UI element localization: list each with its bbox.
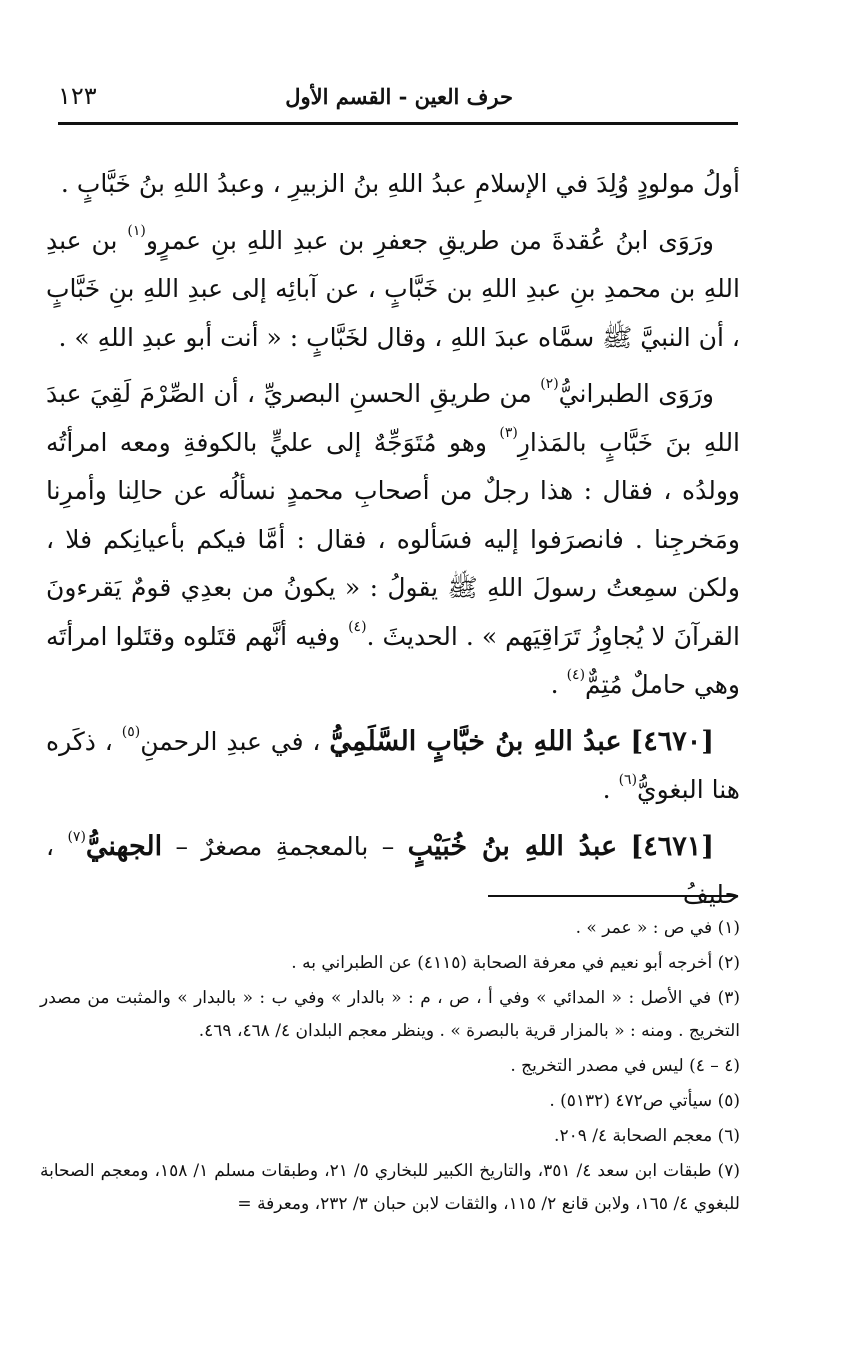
paragraph-3 [46, 370, 740, 710]
entry-nisba: الجهنيُّ [85, 830, 163, 862]
footnote-ref-3[interactable]: (٣) [499, 424, 518, 441]
text-run: وهو مُتَوَجِّهٌ إلى عليٍّ بالكوفةِ ومعه امرأتُه وولدُه ، فقال : هذا رجلٌ من أصحابِ محمدٍ نسألُه عن حالِنا وأمرِنا ومَخرجِنا . فانصرَفوا إليه فسَألوه ، فقال : أمَّا فيكم بأعيانِكم فلا ، ولكن سمِعتُ رسولَ اللهِ ﷺ يقولُ : « يكونُ من بعدِي قومٌ يَقرءونَ القرآنَ لا يُجاوِزُ تَرَاقِيَهم » . الحديثَ . [46, 427, 740, 651]
entry-name: عبدُ اللهِ بنُ خُبَيْبٍ [407, 830, 618, 862]
text-run: – بالمعجمةِ مصغرٌ – [175, 831, 395, 861]
text-run: ، ذكَره هنا البغويُّ [46, 726, 740, 804]
text-run: وفيه أنَّهم قتَلوه وقتَلوا امرأتَه وهي حاملٌ مُتِمٌّ [46, 621, 740, 699]
footnote-6: (٦) معجم الصحابة ٤/ ٢٠٩. [554, 1126, 740, 1146]
footnote-ref-7[interactable]: (٧) [67, 828, 86, 845]
footnotes [40, 912, 740, 1223]
entry-4671 [46, 823, 740, 920]
page-header [58, 78, 738, 118]
footnote-separator [488, 895, 738, 897]
footnote-ref-2[interactable]: (٢) [540, 376, 559, 392]
footnote-ref-4-start[interactable]: (٤) [348, 618, 367, 635]
footnote-ref-4-end[interactable]: (٤) [566, 667, 586, 683]
footnote-5: (٥) سيأتي ص٤٧٢ (٥١٣٢) . [549, 1091, 740, 1111]
page-number: ١٢٣ [58, 82, 97, 110]
footnote-ref-5[interactable]: (٥) [121, 723, 141, 740]
paragraph-2 [46, 217, 740, 363]
entry-number: [٤٦٧١] [630, 830, 715, 862]
running-title: حرف العين - القسم الأول [285, 84, 513, 109]
main-text [46, 160, 740, 928]
entry-name: عبدُ اللهِ بنُ خبَّابٍ السَّلَمِيُّ [329, 725, 622, 757]
footnote-7: (٧) طبقات ابن سعد ٤/ ٣٥١، والتاريخ الكبير للبخاري ٥/ ٢١، وطبقات مسلم ١/ ١٥٨، ومعجم الصحابة للبغوي ٤/ ١٦٥، ولابن قانع ٢/ ١١٥، والثقات لابن حبان ٣/ ٢٣٢، ومعرفة = [40, 1161, 740, 1214]
footnote-ref-6[interactable]: (٦) [618, 772, 638, 788]
footnote-1: (١) في ص : « عمر » . [575, 918, 740, 938]
text-run: ورَوَى الطبرانيُّ [558, 379, 714, 408]
footnote-2: (٢) أخرجه أبو نعيم في معرفة الصحابة (٤١١٥) عن الطبراني به . [291, 953, 740, 973]
text-run: . [550, 670, 567, 699]
paragraph-1-text: أولُ مولودٍ وُلِدَ في الإسلامِ عبدُ اللهِ بنُ الزبيرِ ، وعبدُ اللهِ بنُ خَبَّابٍ . [60, 169, 740, 198]
header-rule [58, 122, 738, 125]
footnote-3: (٣) في الأصل : « المدائي » وفي أ ، ص ، م : « بالدار » وفي ب : « بالبدار » والمثبت من مصدر التخريج . ومنه : « بالمزار قرية بالبصرة » . وينظر معجم البلدان ٤/ ٤٦٨، ٤٦٩. [40, 988, 740, 1041]
text-run: ورَوَى ابنُ عُقدةَ من طريقِ جعفرِ بن عبدِ اللهِ بنِ عمرٍو [145, 225, 714, 255]
entry-number: [٤٦٧٠] [630, 725, 714, 757]
text-run: بن عبدِ اللهِ بن محمدِ بنِ عبدِ اللهِ بن خَبَّابٍ ، عن آبائِه إلى عبدِ اللهِ بنِ خَبَّابٍ ، أن النبيَّ ﷺ سمَّاه عبدَ اللهِ ، وقال لخَبَّابٍ : « أنت أبو عبدِ اللهِ » . [46, 225, 740, 352]
text-run: ، في عبدِ الرحمنِ [140, 726, 321, 756]
text-run: . [602, 775, 619, 804]
footnote-4: (٤ – ٤) ليس في مصدر التخريج . [510, 1056, 740, 1076]
entry-4670 [46, 718, 740, 815]
footnote-ref-1[interactable]: (١) [127, 222, 146, 239]
text-run: ، حليفُ [46, 831, 740, 909]
text-run: من طريقِ الحسنِ البصريِّ ، أن الصِّرْمَ لَقِيَ عبدَ اللهِ بنَ خَبَّابٍ بالمَذارِ [46, 379, 741, 457]
paragraph-1 [46, 160, 740, 209]
